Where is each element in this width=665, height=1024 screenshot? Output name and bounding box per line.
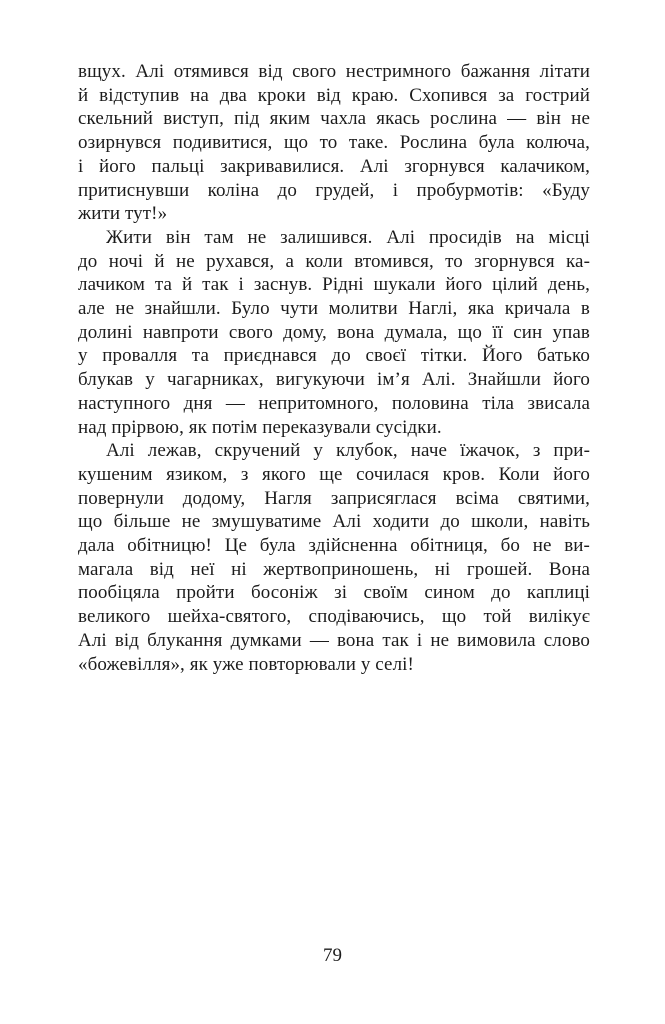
text-line: над прірвою, як потім переказували сусідки. <box>78 416 442 438</box>
text-line: притиснувши коліна до грудей, і пробурмотів: «Буду <box>78 179 590 201</box>
page-number: 79 <box>323 945 342 966</box>
text-line: наступного дня — непритомного, половина тіла звисала <box>78 392 590 414</box>
text-line: повернули додому, Нагля заприсяглася всіма святими, <box>78 487 590 509</box>
paragraph <box>78 226 590 439</box>
text-line: й відступив на два кроки від краю. Схопився за гострий <box>78 84 590 106</box>
text-line: долині навпроти свого дому, вона думала, що її син упав <box>78 321 590 343</box>
text-line: дала обітницю! Це була здійсненна обітниця, бо не ви- <box>78 535 590 557</box>
text-line: Алі лежав, скручений у клубок, наче їжачок, з при- <box>106 440 590 462</box>
text-line: «божевілля», як уже повторювали у селі! <box>78 653 414 675</box>
text-line: і його пальці закривавилися. Алі згорнувся калачиком, <box>78 155 590 177</box>
text-line: але не знайшли. Було чути молитви Наглі, яка кричала в <box>78 298 590 320</box>
paragraph <box>78 439 590 676</box>
text-line: у провалля та приєднався до своєї тітки. Його батько <box>78 345 590 367</box>
text-line: що більше не змушуватиме Алі ходити до школи, навіть <box>78 511 590 533</box>
paragraph <box>78 60 590 226</box>
text-line: озирнувся подивитися, що то таке. Рослина була колюча, <box>78 132 590 154</box>
text-line: великого шейха-святого, сподіваючись, що той вилікує <box>78 606 590 628</box>
text-line: Жити він там не залишився. Алі просидів на місці <box>106 226 590 248</box>
text-line: вщух. Алі отямився від свого нестримного бажання літати <box>78 61 590 82</box>
text-line: магала від неї ні жертвоприношень, ні грошей. Вона <box>78 558 590 580</box>
text-line: лачиком та й так і заснув. Рідні шукали його цілий день, <box>78 274 590 296</box>
text-line: кушеним язиком, з якого ще сочилася кров. Коли його <box>78 463 590 485</box>
text-line: Алі від блукання думками — вона так і не вимовила слово <box>78 629 590 651</box>
text-line: до ночі й не рухався, а коли втомився, то згорнувся ка- <box>78 250 590 272</box>
text-line: блукав у чагарниках, вигукуючи ім’я Алі. Знайшли його <box>78 369 590 391</box>
text-line: жити тут!» <box>78 203 168 225</box>
text-line: скельний виступ, під яким чахла якась рослина — він не <box>78 108 590 130</box>
page-text <box>78 60 590 676</box>
text-line: пообіцяла пройти босоніж зі своїм сином до каплиці <box>78 582 590 604</box>
